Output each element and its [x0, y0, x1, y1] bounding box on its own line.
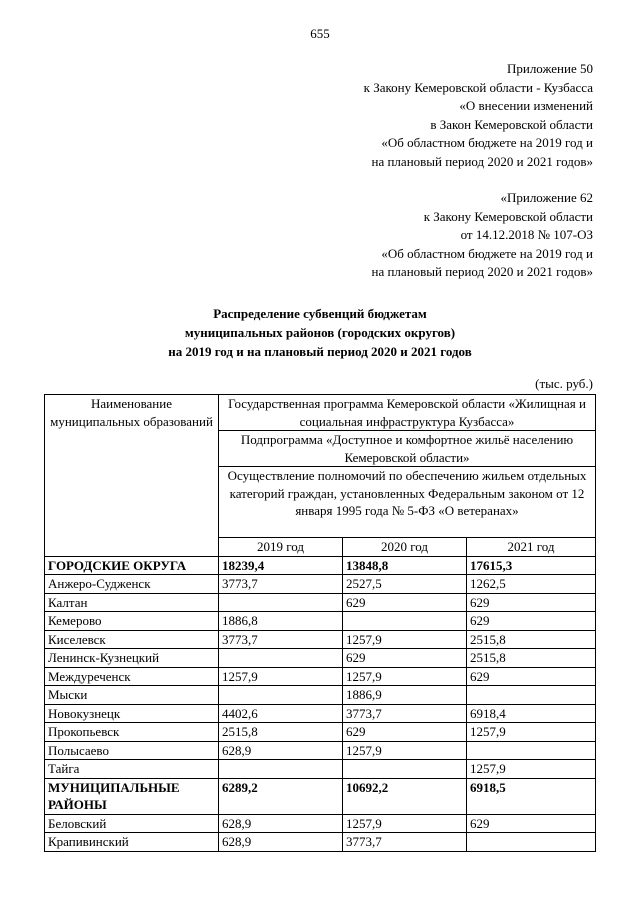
row-name-cell: Междуреченск	[45, 667, 219, 686]
row-name-cell: Ленинск-Кузнецкий	[45, 649, 219, 668]
value-2020-cell: 629	[343, 649, 467, 668]
title-line: муниципальных районов (городских округов)	[184, 325, 456, 340]
annex-62-block	[372, 189, 594, 282]
value-2021-cell: 629	[467, 612, 596, 631]
value-2019-cell: 628,9	[219, 814, 343, 833]
value-2019-cell: 18239,4	[219, 556, 343, 575]
value-2021-cell: 629	[467, 667, 596, 686]
annex-62-line: от 14.12.2018 № 107-ОЗ	[460, 227, 593, 243]
year-header-2021: 2021 год	[467, 538, 596, 557]
value-2020-cell: 629	[343, 593, 467, 612]
table-row	[45, 667, 596, 686]
title-line: на 2019 год и на плановый период 2020 и 2021 годов	[168, 344, 472, 359]
value-2019-cell: 2515,8	[219, 723, 343, 742]
annex-50-line: в Закон Кемеровской области	[430, 116, 593, 132]
row-name-cell: Мыски	[45, 686, 219, 705]
value-2020-cell: 1257,9	[343, 630, 467, 649]
table-row	[45, 556, 596, 575]
table-row	[45, 814, 596, 833]
row-name-cell: Беловский	[45, 814, 219, 833]
value-2020-cell: 1886,9	[343, 686, 467, 705]
table-row	[45, 704, 596, 723]
annex-50-line: к Закону Кемеровской области - Кузбасса	[363, 79, 593, 95]
row-name-cell: Полысаево	[45, 741, 219, 760]
value-2021-cell: 629	[467, 593, 596, 612]
table-row	[45, 593, 596, 612]
value-2020-cell: 3773,7	[343, 833, 467, 852]
value-2020-cell: 13848,8	[343, 556, 467, 575]
measure-header: Осуществление полномочий по обеспечению жильем отдельных категорий граждан, установленных Федеральным законом от 12 января 1995 года № 5-ФЗ «О ветеранах»	[219, 467, 596, 538]
year-header-2019: 2019 год	[219, 538, 343, 557]
row-name-cell: Крапивинский	[45, 833, 219, 852]
table-row	[45, 612, 596, 631]
value-2021-cell: 2515,8	[467, 649, 596, 668]
table-row	[45, 649, 596, 668]
value-2019-cell	[219, 686, 343, 705]
value-2020-cell	[343, 612, 467, 631]
annex-62-line: к Закону Кемеровской области	[423, 208, 593, 224]
value-2019-cell	[219, 593, 343, 612]
value-2019-cell	[219, 649, 343, 668]
value-2019-cell: 628,9	[219, 833, 343, 852]
value-2021-cell: 6918,5	[467, 778, 596, 814]
annex-62-line: «Приложение 62	[500, 190, 593, 205]
row-name-cell: Новокузнецк	[45, 704, 219, 723]
value-2019-cell: 628,9	[219, 741, 343, 760]
subsidies-table	[44, 394, 596, 852]
column-header-name: Наименование муниципальных образований	[45, 395, 219, 557]
annex-50-block	[364, 60, 593, 172]
value-2020-cell: 1257,9	[343, 814, 467, 833]
subprogram-header: Подпрограмма «Доступное и комфортное жильё населению Кемеровской области»	[219, 431, 596, 467]
table-row	[45, 686, 596, 705]
page-number: 655	[310, 26, 330, 41]
value-2019-cell: 3773,7	[219, 575, 343, 594]
annex-50-line: Приложение 50	[506, 61, 593, 76]
value-2021-cell: 17615,3	[467, 556, 596, 575]
value-2021-cell: 1257,9	[467, 723, 596, 742]
table-row	[45, 630, 596, 649]
value-2019-cell: 1257,9	[219, 667, 343, 686]
value-2019-cell: 1886,8	[219, 612, 343, 631]
value-2021-cell: 2515,8	[467, 630, 596, 649]
row-name-cell: ГОРОДСКИЕ ОКРУГА	[45, 556, 219, 575]
table-row	[45, 778, 596, 814]
table-row	[45, 723, 596, 742]
value-2020-cell: 2527,5	[343, 575, 467, 594]
row-name-cell: Киселевск	[45, 630, 219, 649]
document-title	[0, 304, 640, 361]
value-2020-cell: 1257,9	[343, 741, 467, 760]
value-2021-cell: 6918,4	[467, 704, 596, 723]
program-header: Государственная программа Кемеровской области «Жилищная и социальная инфраструктура Кузбасса»	[219, 395, 596, 431]
table-row	[45, 833, 596, 852]
row-name-cell: Калтан	[45, 593, 219, 612]
row-name-cell: МУНИЦИПАЛЬНЫЕ РАЙОНЫ	[45, 778, 219, 814]
annex-50-line: «О внесении изменений	[459, 98, 593, 114]
row-name-cell: Кемерово	[45, 612, 219, 631]
value-2020-cell	[343, 760, 467, 779]
value-2019-cell: 4402,6	[219, 704, 343, 723]
value-2020-cell: 629	[343, 723, 467, 742]
row-name-cell: Прокопьевск	[45, 723, 219, 742]
value-2021-cell: 629	[467, 814, 596, 833]
annex-50-line: «Об областном бюджете на 2019 год и	[381, 135, 593, 151]
annex-62-line: «Об областном бюджете на 2019 год и	[381, 245, 593, 261]
table-row	[45, 575, 596, 594]
table-row	[45, 741, 596, 760]
annex-62-line: на плановый период 2020 и 2021 годов»	[371, 264, 593, 280]
value-2021-cell	[467, 833, 596, 852]
value-2020-cell: 1257,9	[343, 667, 467, 686]
value-2021-cell: 1262,5	[467, 575, 596, 594]
value-2019-cell	[219, 760, 343, 779]
value-2019-cell: 3773,7	[219, 630, 343, 649]
value-2020-cell: 3773,7	[343, 704, 467, 723]
value-2020-cell: 10692,2	[343, 778, 467, 814]
value-2019-cell: 6289,2	[219, 778, 343, 814]
row-name-cell: Анжеро-Судженск	[45, 575, 219, 594]
annex-50-line: на плановый период 2020 и 2021 годов»	[371, 153, 593, 169]
value-2021-cell	[467, 686, 596, 705]
value-2021-cell: 1257,9	[467, 760, 596, 779]
units-label: (тыс. руб.)	[535, 376, 593, 391]
table-row	[45, 760, 596, 779]
value-2021-cell	[467, 741, 596, 760]
title-line: Распределение субвенций бюджетам	[213, 306, 427, 321]
row-name-cell: Тайга	[45, 760, 219, 779]
year-header-2020: 2020 год	[343, 538, 467, 557]
